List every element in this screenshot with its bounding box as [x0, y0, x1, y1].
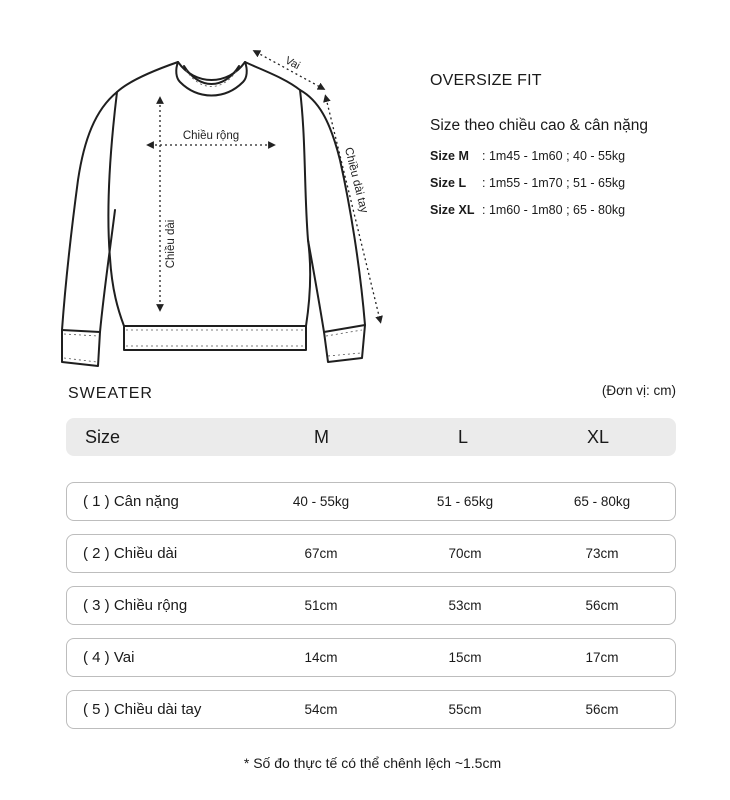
row-value-m: 14cm: [304, 650, 338, 665]
table-row: [66, 482, 676, 521]
table-row: [66, 690, 676, 729]
header-xl: XL: [587, 427, 610, 447]
row-label: ( 2 ) Chiều dài: [83, 545, 178, 562]
header-size: Size: [85, 427, 121, 447]
label-shoulder: Vai: [282, 54, 302, 73]
label-length: Chiều dài: [165, 219, 177, 269]
row-value-xl: 65 - 80kg: [573, 494, 631, 509]
row-value-xl: 17cm: [585, 650, 619, 665]
row-value-m: 67cm: [304, 546, 338, 561]
table-row: [66, 534, 676, 573]
row-value-xl: 56cm: [585, 598, 619, 613]
sleeve-arrow: [326, 98, 380, 320]
size-name: Size M: [430, 149, 469, 163]
size-name: Size XL: [430, 203, 475, 217]
table-row: [66, 586, 676, 625]
table-title: SWEATER: [68, 385, 153, 402]
row-value-m: 51cm: [304, 598, 338, 613]
table-row: [66, 638, 676, 677]
header-m: M: [314, 427, 329, 447]
header-l: L: [458, 427, 469, 447]
row-value-xl: 56cm: [585, 702, 619, 717]
size-xl-line: [430, 203, 625, 217]
size-m-line: [430, 149, 625, 163]
fit-title: OVERSIZE FIT: [430, 72, 542, 89]
label-sleeve: Chiều dài tay: [341, 146, 370, 215]
row-label: ( 3 ) Chiều rộng: [83, 597, 188, 614]
row-label: ( 1 ) Cân nặng: [83, 493, 179, 510]
sweater-body: [108, 62, 310, 350]
sweater-diagram: [0, 0, 420, 380]
label-width: Chiều rộng: [182, 130, 240, 142]
size-range: : 1m45 - 1m60 ; 40 - 55kg: [482, 149, 626, 163]
table-header: [66, 418, 676, 456]
size-range: : 1m55 - 1m70 ; 51 - 65kg: [482, 176, 626, 190]
row-label: ( 5 ) Chiều dài tay: [83, 701, 202, 718]
size-l-line: [430, 176, 625, 190]
row-value-l: 51 - 65kg: [436, 494, 494, 509]
unit-note: (Đơn vị: cm): [601, 383, 676, 398]
size-range: : 1m60 - 1m80 ; 65 - 80kg: [482, 203, 626, 217]
fit-subtitle: Size theo chiều cao & cân nặng: [430, 117, 649, 134]
footnote: * Số đo thực tế có thể chênh lệch ~1.5cm: [243, 755, 502, 771]
row-value-l: 53cm: [448, 598, 482, 613]
row-value-m: 40 - 55kg: [292, 494, 350, 509]
row-value-m: 54cm: [304, 702, 338, 717]
row-value-l: 15cm: [448, 650, 482, 665]
row-value-l: 55cm: [448, 702, 482, 717]
row-label: ( 4 ) Vai: [83, 649, 135, 666]
row-value-l: 70cm: [448, 546, 482, 561]
sweater-right-sleeve: [300, 90, 365, 362]
size-name: Size L: [430, 176, 467, 190]
row-value-xl: 73cm: [585, 546, 619, 561]
